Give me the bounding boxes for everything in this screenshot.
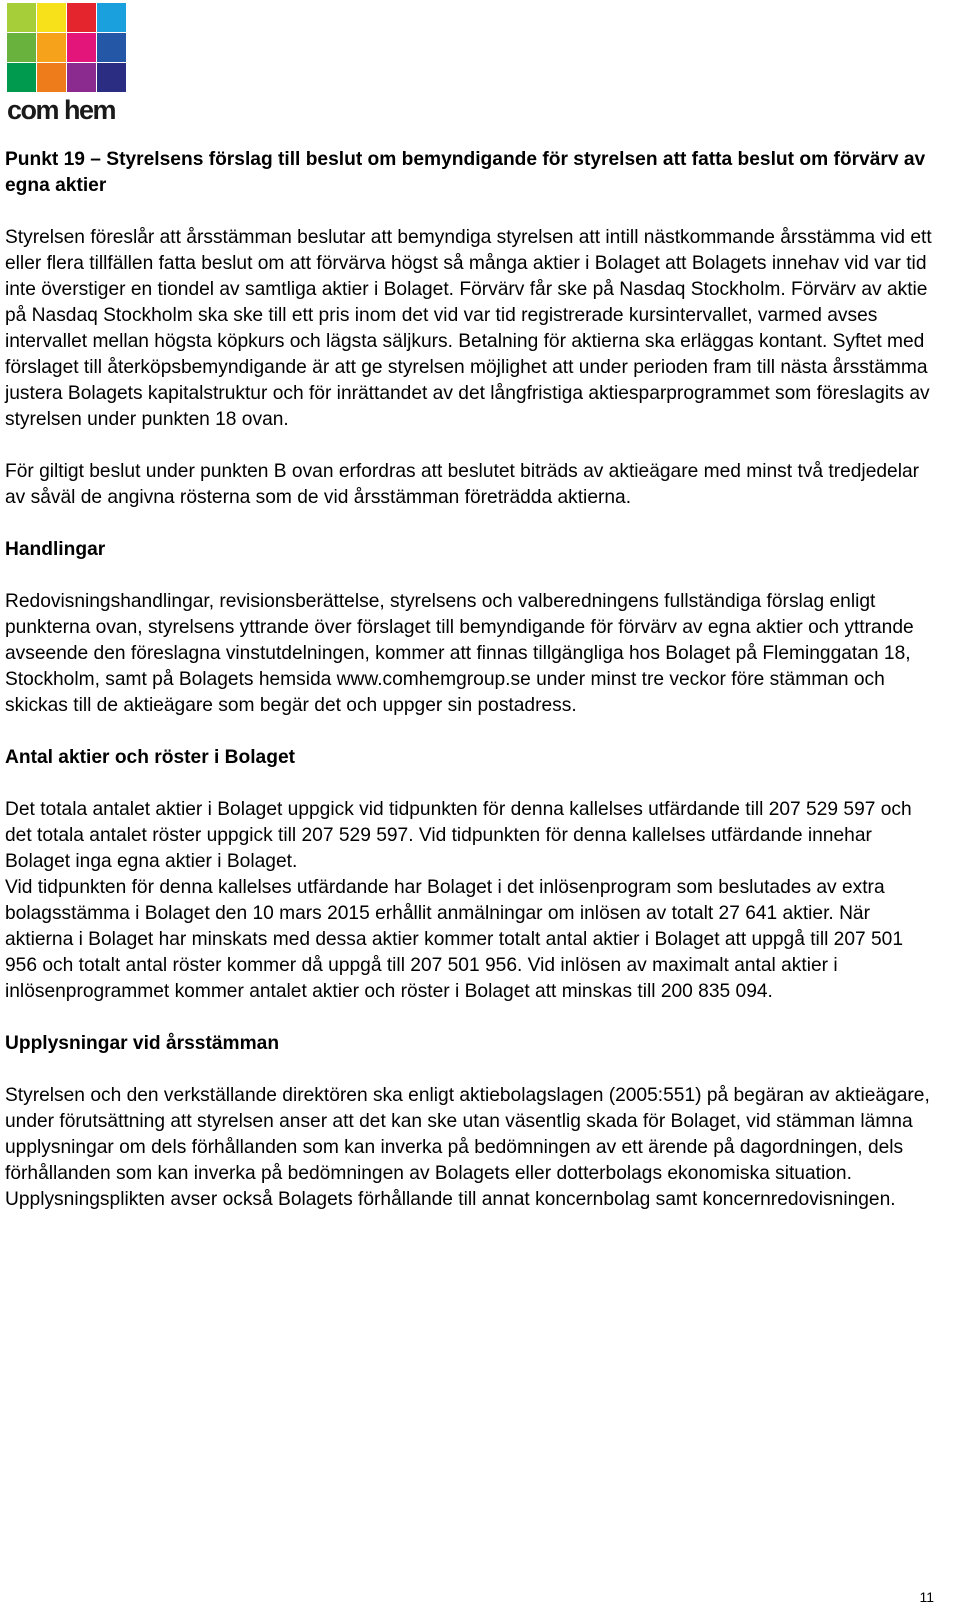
logo-tile xyxy=(7,3,36,32)
page-number: 11 xyxy=(919,1589,934,1605)
logo-tile xyxy=(97,33,126,62)
logo-tile xyxy=(37,3,66,32)
section-19-heading: Punkt 19 – Styrelsens förslag till beslut om bemyndigande för styrelsen att fatta beslut om förvärv av egna aktier xyxy=(5,149,926,196)
antal-aktier-paragraph-1: Det totala antalet aktier i Bolaget uppgick vid tidpunkten för denna kallelses utfärdande till 207 529 597 och det totala antalet röster uppgick till 207 529 597. Vid tidpunkten för denna kallelses utfärdande innehar Bolaget inga egna aktier i Bolaget. xyxy=(5,799,912,872)
antal-aktier-paragraph-2: Vid tidpunkten för denna kallelses utfärdande har Bolaget i det inlösenprogram som beslutades av extra bolagsstämma i Bolaget den 10 mars 2015 erhållit anmälningar om inlösen av totalt 27 641 aktier. När aktierna i Bolaget har minskats med dessa aktier kommer totalt antal aktier i Bolaget att uppgå till 207 501 956 och totalt antal röster kommer då uppgå till 207 501 956. Vid inlösen av maximalt antal aktier i inlösenprogrammet kommer antalet aktier och röster i Bolaget att minskas till 200 835 094. xyxy=(5,877,904,1002)
document-body xyxy=(5,147,940,1239)
section-19-paragraph-1: Styrelsen föreslår att årsstämman beslutar att bemyndiga styrelsen att intill nästkommande årsstämma vid ett eller flera tillfällen fatta beslut om att förvärva högst så många aktier i Bolaget att Bolagets innehav vid var tid inte överstiger en tiondel av samtliga aktier i Bolaget. Förvärv får ske på Nasdaq Stockholm. Förvärv av aktie på Nasdaq Stockholm ska ske till ett pris inom det vid var tid registrerade kursintervallet, varmed avses intervallet mellan högsta köpkurs och lägsta säljkurs. Betalning för aktierna ska erläggas kontant. Syftet med förslaget till återköpsbemyndigande är att ge styrelsen möjlighet att under perioden fram till nästa årsstämma justera Bolagets kapitalstruktur och för inrättandet av det långfristiga aktiesparprogrammet som föreslagits av styrelsen under punkten 18 ovan. xyxy=(5,227,932,430)
logo-tile xyxy=(67,33,96,62)
upplysningar-paragraph: Styrelsen och den verkställande direktören ska enligt aktiebolagslagen (2005:551) på begäran av aktieägare, under förutsättning att styrelsen anser att det kan ske utan väsentlig skada för Bolaget, vid stämman lämna upplysningar om dels förhållanden som kan inverka på bedömningen av ett ärende på dagordningen, dels förhållanden som kan inverka på bedömningen av Bolagets eller dotterbolags ekonomiska situation. Upplysningsplikten avser också Bolagets förhållande till annat koncernbolag samt koncernredovisningen. xyxy=(5,1085,930,1210)
logo-tile xyxy=(7,63,36,92)
antal-aktier-heading: Antal aktier och röster i Bolaget xyxy=(5,747,296,768)
logo-tile xyxy=(37,63,66,92)
logo-tile xyxy=(97,3,126,32)
logo-tile xyxy=(37,33,66,62)
section-19-paragraph-2: För giltigt beslut under punkten B ovan erfordras att beslutet biträds av aktieägare med minst två tredjedelar av såväl de angivna rösterna som de vid årsstämman företrädda aktierna. xyxy=(5,461,920,508)
logo-tile xyxy=(67,63,96,92)
handlingar-heading: Handlingar xyxy=(5,539,106,560)
upplysningar-heading: Upplysningar vid årsstämman xyxy=(5,1033,280,1054)
logo-tile xyxy=(67,3,96,32)
com-hem-logo xyxy=(7,3,131,124)
logo-color-grid xyxy=(7,3,126,92)
logo-tile xyxy=(97,63,126,92)
logo-tile xyxy=(7,33,36,62)
handlingar-paragraph: Redovisningshandlingar, revisionsberättelse, styrelsens och valberedningens fullständiga förslag enligt punkterna ovan, styrelsens yttrande över förslaget till bemyndigande för förvärv av egna aktier och yttrande avseende den föreslagna vinstutdelningen, kommer att finnas tillgängliga hos Bolaget på Fleminggatan 18, Stockholm, samt på Bolagets hemsida www.comhemgroup.se under minst tre veckor före stämman och skickas till de aktieägare som begär det och uppger sin postadress. xyxy=(5,591,914,716)
logo-wordmark: com hem xyxy=(7,95,116,125)
